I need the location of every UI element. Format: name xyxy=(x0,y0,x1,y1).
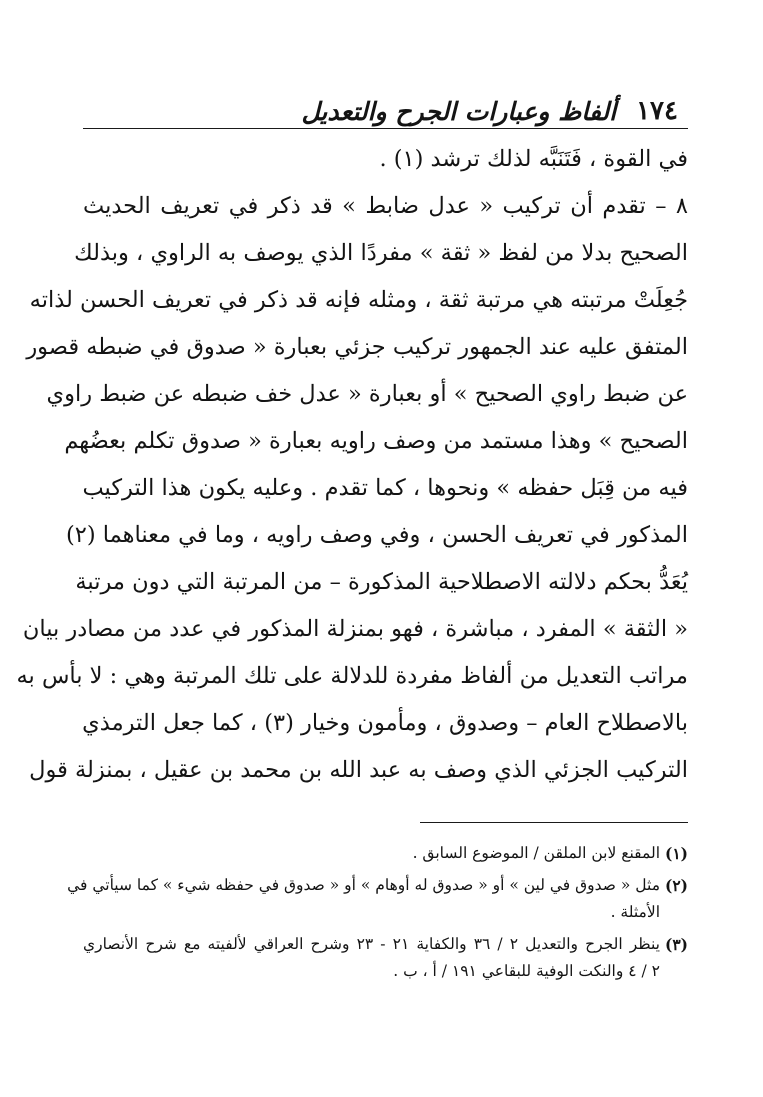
text-line: المذكور في تعريف الحسن ، وفي وصف راويه ، وما في معناهما (٢) xyxy=(65,522,688,548)
body-text xyxy=(16,136,688,794)
text-line: مراتب التعديل من ألفاظ مفردة للدلالة على تلك المرتبة وهي : لا بأس به xyxy=(16,663,688,689)
page-number: ١٧٤ xyxy=(636,96,678,126)
footnote-separator xyxy=(420,822,688,823)
running-title: ألفاظ وعبارات الجرح والتعديل xyxy=(301,97,617,126)
text-line: التركيب الجزئي الذي وصف به عبد الله بن محمد بن عقيل ، بمنزلة قول xyxy=(29,757,688,783)
text-line: المتفق عليه عند الجمهور تركيب جزئي بعبارة « صدوق في ضبطه قصور xyxy=(26,334,688,360)
page-header xyxy=(258,84,678,124)
text-line: الصحيح بدلا من لفظ « ثقة » مفردًا الذي يوصف به الراوي ، وبذلك xyxy=(74,240,688,266)
footnote-line: المقنع لابن الملقن / الموضوع السابق . xyxy=(412,844,660,862)
text-line: الصحيح » وهذا مستمد من وصف راويه بعبارة « صدوق تكلم بعضُهم xyxy=(64,428,688,454)
footnote-number: (١) xyxy=(664,844,688,863)
header-rule xyxy=(83,128,688,129)
text-line: عن ضبط راوي الصحيح » أو بعبارة « عدل خف ضبطه عن ضبط راوي xyxy=(46,381,688,407)
text-line: « الثقة » المفرد ، مباشرة ، فهو بمنزلة المذكور في عدد من مصادر بيان xyxy=(22,616,688,642)
footnote-number: (٢) xyxy=(664,876,688,895)
text-line: بالاصطلاح العام – وصدوق ، ومأمون وخيار (٣) ، كما جعل الترمذي xyxy=(82,710,688,736)
footnote-3 xyxy=(83,931,688,985)
footnote-line: الأمثلة . xyxy=(610,903,660,921)
text-line: في القوة ، فَتَنَبَّه لذلك ترشد (١) . xyxy=(379,146,688,172)
footnote-1 xyxy=(83,840,688,867)
text-line: ٨ – تقدم أن تركيب « عدل ضابط » قد ذكر في تعريف الحديث xyxy=(83,193,688,219)
footnote-number: (٣) xyxy=(664,935,688,954)
footnotes xyxy=(67,840,688,990)
text-line: يُعَدُّ بحكم دلالته الاصطلاحية المذكورة – من المرتبة التي دون مرتبة xyxy=(75,569,688,595)
footnote-2 xyxy=(67,872,688,926)
text-line: فيه من قِبَل حفظه » ونحوها ، كما تقدم . وعليه يكون هذا التركيب xyxy=(82,475,688,501)
text-line: جُعِلَتْ مرتبته هي مرتبة ثقة ، ومثله فإنه قد ذكر في تعريف الحسن لذاته xyxy=(29,287,688,313)
footnote-line: ٢ / ٤ والنكت الوفية للبقاعي ١٩١ / أ ، ب . xyxy=(393,962,660,980)
footnote-line: مثل « صدوق في لين » أو « صدوق له أوهام » أو « صدوق في حفظه شيء » كما سيأتي في xyxy=(67,876,660,894)
footnote-line: ينظر الجرح والتعديل ٢ / ٣٦ والكفاية ٢١ - ٢٣ وشرح العراقي لألفيته مع شرح الأنصاري xyxy=(83,935,660,953)
